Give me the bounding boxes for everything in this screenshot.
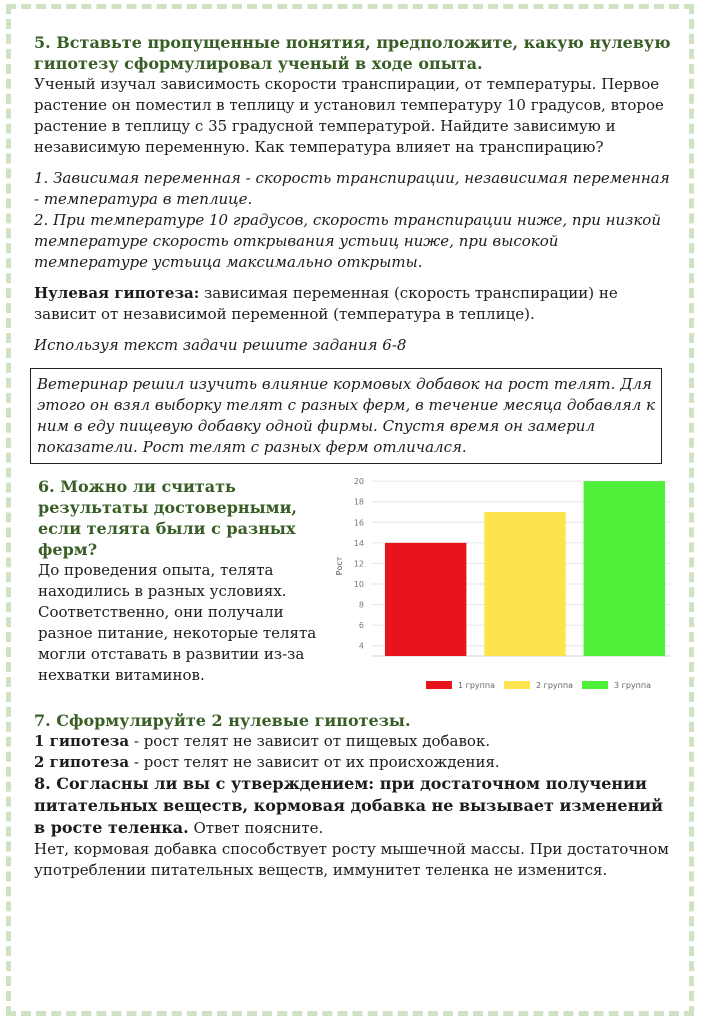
- bar-2: [484, 512, 565, 656]
- q8-heading: 8. Согласны ли вы с утверждением: при достаточном получении питательных веществ, кормовая добавка не вызывает изменений в росте теленка.: [34, 774, 664, 837]
- q7-hypothesis-1: [34, 731, 674, 752]
- null-hypothesis-label: Нулевая гипотеза:: [34, 284, 200, 302]
- y-tick-label: 14: [353, 538, 364, 548]
- y-tick-label: 10: [353, 580, 364, 589]
- instruction: Используя текст задачи решите задания 6-8: [34, 336, 407, 354]
- q5-answer-2: 2. При температуре 10 градусов, скорость транспирации ниже, при низкой температуре скорость открывания устьиц ниже, при высокой температуре устьица максимально открыты.: [34, 211, 661, 271]
- q6-answer: До проведения опыта, телята находились в разных условиях. Соответственно, они получали разное питание, некоторые телята могли отставать в развитии из-за нехватки витаминов.: [38, 561, 317, 684]
- legend-label-2: 2 группа: [536, 681, 574, 690]
- task-box: Ветеринар решил изучить влияние кормовых добавок на рост телят. Для этого он взял выборку телят с разных ферм, в течение месяца добавлял к ним в еду пищевую добавку одной фирмы. Спустя время он замерил показатели. Рост телят с разных ферм отличался.: [30, 368, 662, 464]
- y-tick-label: 12: [353, 559, 364, 569]
- q7-h2-text: - рост телят не зависит от их происхождения.: [129, 753, 500, 771]
- q7-h1-label: 1 гипотеза: [34, 732, 130, 750]
- y-tick-label: 16: [353, 518, 364, 528]
- q5-text: Ученый изучал зависимость скорости транспирации, от температуры. Первое растение он поместил в теплицу и установил температуру 10 градусов, второе растение в теплицу с 35 градусной температурой. Найдите зависимую и независимую переменную. Как температура влияет на транспирацию?: [34, 75, 664, 156]
- legend-swatch-2: [504, 681, 530, 689]
- q8-question: [34, 773, 674, 839]
- y-axis-label: Рост: [335, 556, 344, 576]
- q7-h2-label: 2 гипотеза: [34, 753, 130, 771]
- q5-answer-1: 1. Зависимая переменная - скорость транспирации, независимая переменная - температура в теплице.: [34, 169, 670, 208]
- growth-chart: [330, 468, 680, 704]
- q7-hypothesis-2: [34, 752, 674, 773]
- y-tick-label: 18: [353, 497, 364, 507]
- q7-heading: 7. Сформулируйте 2 нулевые гипотезы.: [34, 711, 411, 730]
- y-tick-label: 20: [353, 477, 364, 487]
- growth-chart-svg: [330, 468, 680, 704]
- y-tick-label: 6: [358, 621, 364, 631]
- legend-swatch-1: [426, 681, 452, 689]
- q6-section: [34, 476, 674, 704]
- null-hypothesis: [34, 283, 674, 325]
- y-tick-label: 8: [358, 600, 364, 610]
- null-hypothesis-text: зависимая переменная (скорость транспирации) не зависит от независимой переменной (температура в теплице).: [34, 284, 618, 323]
- y-tick-label: 4: [358, 641, 364, 651]
- legend-swatch-3: [582, 681, 608, 689]
- bar-1: [385, 543, 466, 656]
- legend-label-3: 3 группа: [614, 681, 652, 690]
- legend-label-1: 1 группа: [458, 681, 496, 690]
- bar-3: [584, 481, 665, 656]
- q8-tail: Ответ поясните.: [188, 819, 324, 837]
- worksheet: [34, 32, 674, 881]
- q5-heading: 5. Вставьте пропущенные понятия, предположите, какую нулевую гипотезу сформулировал ученый в ходе опыта.: [34, 33, 671, 73]
- q7-h1-text: - рост телят не зависит от пищевых добавок.: [129, 732, 491, 750]
- q8-answer: Нет, кормовая добавка способствует росту мышечной массы. При достаточном употреблении питательных веществ, иммунитет теленка не изменится.: [34, 840, 669, 879]
- q6-heading: 6. Можно ли считать результаты достоверными, если телята были с разных ферм?: [38, 477, 297, 559]
